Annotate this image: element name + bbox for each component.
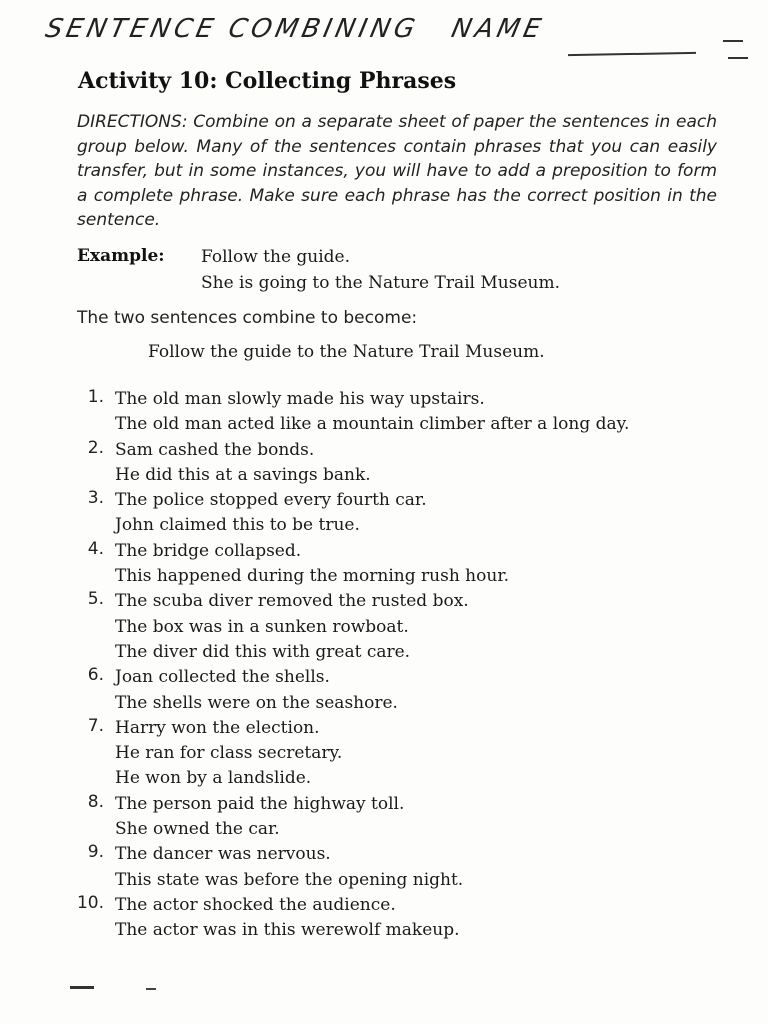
exercise-item bbox=[0, 589, 768, 665]
exercise-item bbox=[0, 893, 768, 944]
exercise-sentence: He ran for class secretary. bbox=[115, 743, 343, 764]
exercise-sentence: The box was in a sunken rowboat. bbox=[115, 616, 409, 637]
example-sentence-1: Follow the guide. bbox=[201, 247, 351, 267]
exercise-sentence: This happened during the morning rush hour. bbox=[115, 566, 509, 587]
example-sentence-2: She is going to the Nature Trail Museum. bbox=[201, 273, 561, 293]
exercise-sentence: The actor was in this werewolf makeup. bbox=[115, 920, 460, 941]
exercise-number: 2. bbox=[87, 437, 104, 458]
exercise-item bbox=[0, 387, 768, 438]
exercise-number: 10. bbox=[76, 892, 104, 913]
exercise-sentence: He did this at a savings bank. bbox=[115, 464, 371, 485]
exercise-sentence: Harry won the election. bbox=[115, 717, 320, 738]
exercise-sentence: The police stopped every fourth car. bbox=[115, 490, 427, 511]
exercise-number: 3. bbox=[87, 488, 104, 509]
exercise-sentence: The diver did this with great care. bbox=[115, 641, 411, 662]
exercise-sentence: She owned the car. bbox=[115, 819, 280, 840]
exercise-sentence: The person paid the highway toll. bbox=[115, 793, 405, 814]
exercise-sentence: The shells were on the seashore. bbox=[115, 692, 398, 713]
handwritten-name-label: NAME bbox=[448, 14, 548, 44]
exercise-sentence: The bridge collapsed. bbox=[115, 540, 302, 561]
exercise-item bbox=[0, 539, 768, 590]
page-number-fragment bbox=[70, 986, 94, 993]
exercise-sentence: The actor shocked the audience. bbox=[115, 894, 396, 915]
exercise-sentence: The old man slowly made his way upstairs. bbox=[115, 389, 485, 409]
exercise-sentence: John claimed this to be true. bbox=[115, 515, 360, 536]
exercise-number: 5. bbox=[87, 589, 104, 610]
exercise-sentence: Sam cashed the bonds. bbox=[115, 439, 315, 460]
exercise-item bbox=[0, 488, 768, 539]
exercise-number: 4. bbox=[87, 538, 104, 559]
exercise-item bbox=[0, 438, 768, 489]
exercise-sentence: Joan collected the shells. bbox=[115, 667, 330, 688]
activity-title: Activity 10: Collecting Phrases bbox=[78, 68, 457, 94]
exercise-sentence: This state was before the opening night. bbox=[115, 869, 464, 890]
exercise-number: 8. bbox=[87, 791, 104, 812]
combine-intro: The two sentences combine to become: bbox=[77, 308, 418, 328]
name-blank-line bbox=[568, 52, 696, 56]
exercise-list bbox=[0, 387, 768, 944]
exercise-number: 1. bbox=[87, 387, 104, 407]
exercise-number: 7. bbox=[87, 715, 104, 736]
exercise-item bbox=[0, 665, 768, 716]
exercise-sentence: The scuba diver removed the rusted box. bbox=[115, 591, 469, 612]
exercise-item bbox=[0, 716, 768, 792]
pen-mark bbox=[723, 40, 743, 42]
directions-label: DIRECTIONS: bbox=[77, 112, 188, 132]
exercise-sentence: The dancer was nervous. bbox=[115, 844, 331, 865]
footer-fragment bbox=[146, 988, 156, 990]
exercise-sentence: He won by a landslide. bbox=[115, 768, 312, 789]
handwritten-topic: SENTENCE COMBINING bbox=[42, 14, 422, 44]
exercise-item bbox=[0, 792, 768, 843]
pen-mark bbox=[728, 57, 748, 59]
combined-sentence: Follow the guide to the Nature Trail Museum. bbox=[148, 342, 545, 362]
directions-text: Combine on a separate sheet of paper the sentences in each group below. Many of the sentences contain phrases that you can easily transfer, but in some instances, you will have to add a preposition to form a complete phrase. Make sure each phrase has the correct position in the sentence. bbox=[77, 112, 717, 230]
exercise-item bbox=[0, 842, 768, 893]
exercise-number: 9. bbox=[87, 842, 104, 863]
directions-paragraph bbox=[77, 110, 717, 233]
example-label: Example: bbox=[77, 246, 165, 266]
exercise-sentence: The old man acted like a mountain climber after a long day. bbox=[115, 414, 630, 435]
exercise-number: 6. bbox=[87, 665, 104, 686]
